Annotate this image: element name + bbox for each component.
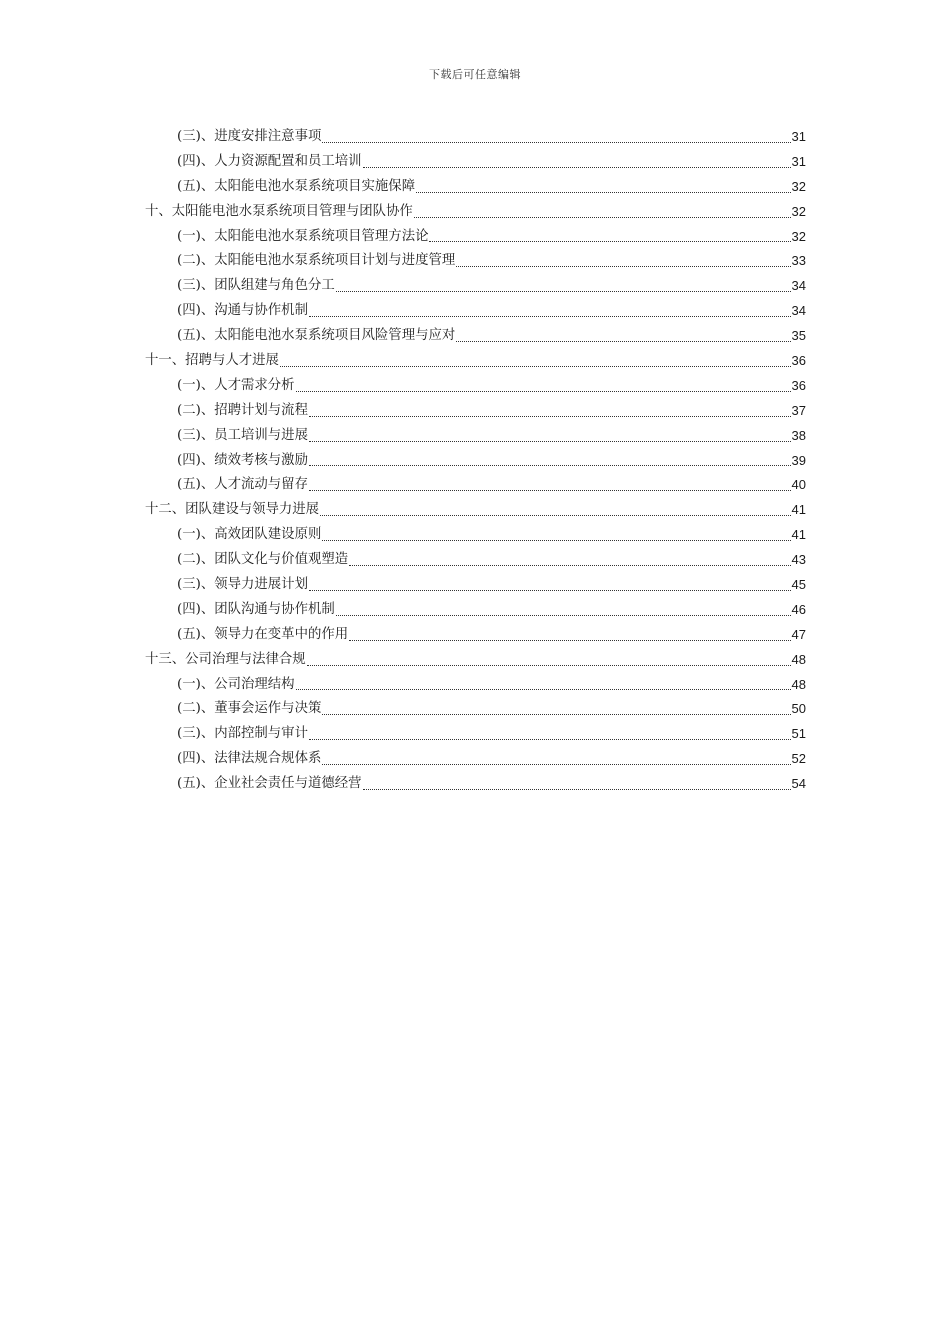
toc-dot-leader xyxy=(363,789,791,790)
toc-entry-title: (一)、公司治理结构 xyxy=(177,676,295,692)
toc-entry-title: (三)、员工培训与进展 xyxy=(177,427,308,443)
toc-page-number: 54 xyxy=(791,776,806,792)
toc-section-entry[interactable] xyxy=(145,548,806,573)
toc-dot-leader xyxy=(416,192,790,193)
page-header: 下载后可任意编辑 xyxy=(429,68,521,81)
table-of-contents xyxy=(145,125,806,797)
toc-dot-leader xyxy=(349,565,790,566)
toc-entry-title: (二)、团队文化与价值观塑造 xyxy=(177,552,349,568)
toc-entry-title: (一)、太阳能电池水泵系统项目管理方法论 xyxy=(177,228,429,244)
toc-page-number: 39 xyxy=(791,452,806,468)
toc-dot-leader xyxy=(429,241,790,242)
toc-dot-leader xyxy=(336,291,791,292)
toc-entry-title: (三)、进度安排注意事项 xyxy=(177,128,322,144)
toc-dot-leader xyxy=(320,515,790,516)
toc-page-number: 36 xyxy=(791,353,806,368)
toc-page-number: 35 xyxy=(791,328,806,344)
toc-entry-title: (四)、绩效考核与激励 xyxy=(177,452,308,468)
toc-entry-title: (二)、招聘计划与流程 xyxy=(177,402,308,418)
toc-chapter-entry[interactable] xyxy=(145,349,806,374)
toc-section-entry[interactable] xyxy=(145,573,806,598)
toc-entry-title: (三)、领导力进展计划 xyxy=(177,577,308,593)
toc-dot-leader xyxy=(309,590,791,591)
toc-section-entry[interactable] xyxy=(145,722,806,747)
toc-page-number: 32 xyxy=(791,178,806,194)
toc-page-number: 40 xyxy=(791,477,806,493)
toc-dot-leader xyxy=(309,316,791,317)
toc-dot-leader xyxy=(307,665,791,666)
toc-section-entry[interactable] xyxy=(145,175,806,200)
toc-section-entry[interactable] xyxy=(145,747,806,772)
toc-section-entry[interactable] xyxy=(145,399,806,424)
toc-page-number: 32 xyxy=(791,228,806,244)
toc-section-entry[interactable] xyxy=(145,225,806,250)
toc-page-number: 41 xyxy=(791,527,806,543)
toc-entry-title: (二)、太阳能电池水泵系统项目计划与进度管理 xyxy=(177,253,456,269)
toc-section-entry[interactable] xyxy=(145,150,806,175)
toc-dot-leader xyxy=(322,540,790,541)
toc-dot-leader xyxy=(309,416,791,417)
toc-dot-leader xyxy=(309,490,791,491)
toc-page-number: 32 xyxy=(791,203,806,219)
toc-section-entry[interactable] xyxy=(145,424,806,449)
toc-dot-leader xyxy=(309,441,791,442)
toc-entry-title: (五)、太阳能电池水泵系统项目风险管理与应对 xyxy=(177,328,456,344)
toc-entry-title: (五)、人才流动与留存 xyxy=(177,477,308,493)
toc-entry-title: 十三、公司治理与法律合规 xyxy=(145,651,306,667)
toc-section-entry[interactable] xyxy=(145,623,806,648)
toc-entry-title: 十、太阳能电池水泵系统项目管理与团队协作 xyxy=(145,203,413,219)
toc-dot-leader xyxy=(456,266,790,267)
toc-section-entry[interactable] xyxy=(145,772,806,797)
toc-section-entry[interactable] xyxy=(145,598,806,623)
toc-dot-leader xyxy=(363,167,791,168)
toc-entry-title: 十二、团队建设与领导力进展 xyxy=(145,502,320,518)
toc-section-entry[interactable] xyxy=(145,523,806,548)
toc-entry-title: (五)、企业社会责任与道德经营 xyxy=(177,776,362,792)
toc-section-entry[interactable] xyxy=(145,249,806,274)
toc-entry-title: (五)、领导力在变革中的作用 xyxy=(177,626,349,642)
toc-dot-leader xyxy=(296,689,791,690)
toc-entry-title: (一)、人才需求分析 xyxy=(177,377,295,393)
toc-dot-leader xyxy=(322,714,790,715)
toc-entry-title: (三)、团队组建与角色分工 xyxy=(177,278,335,294)
toc-entry-title: (四)、团队沟通与协作机制 xyxy=(177,601,335,617)
toc-page-number: 50 xyxy=(791,701,806,717)
toc-page-number: 51 xyxy=(791,726,806,742)
toc-page-number: 52 xyxy=(791,751,806,767)
toc-dot-leader xyxy=(349,640,790,641)
toc-page-number: 31 xyxy=(791,128,806,144)
toc-chapter-entry[interactable] xyxy=(145,648,806,673)
toc-entry-title: (一)、高效团队建设原则 xyxy=(177,527,322,543)
toc-page-number: 46 xyxy=(791,601,806,617)
toc-chapter-entry[interactable] xyxy=(145,200,806,225)
toc-dot-leader xyxy=(456,341,790,342)
toc-entry-title: (四)、沟通与协作机制 xyxy=(177,303,308,319)
toc-section-entry[interactable] xyxy=(145,473,806,498)
toc-page-number: 43 xyxy=(791,552,806,568)
toc-entry-title: (五)、太阳能电池水泵系统项目实施保障 xyxy=(177,178,416,194)
toc-section-entry[interactable] xyxy=(145,274,806,299)
toc-section-entry[interactable] xyxy=(145,449,806,474)
toc-section-entry[interactable] xyxy=(145,673,806,698)
toc-page-number: 31 xyxy=(791,153,806,169)
toc-dot-leader xyxy=(280,366,791,367)
toc-page-number: 37 xyxy=(791,402,806,418)
toc-page-number: 38 xyxy=(791,427,806,443)
toc-entry-title: (三)、内部控制与审计 xyxy=(177,726,308,742)
toc-dot-leader xyxy=(322,142,790,143)
toc-dot-leader xyxy=(296,391,791,392)
toc-dot-leader xyxy=(322,764,790,765)
toc-dot-leader xyxy=(309,465,791,466)
toc-page-number: 33 xyxy=(791,253,806,269)
toc-entry-title: (二)、董事会运作与决策 xyxy=(177,701,322,717)
toc-section-entry[interactable] xyxy=(145,125,806,150)
toc-entry-title: (四)、法律法规合规体系 xyxy=(177,751,322,767)
toc-section-entry[interactable] xyxy=(145,299,806,324)
toc-entry-title: (四)、人力资源配置和员工培训 xyxy=(177,153,362,169)
toc-page-number: 48 xyxy=(791,676,806,692)
toc-entry-title: 十一、招聘与人才进展 xyxy=(145,353,279,368)
toc-page-number: 34 xyxy=(791,278,806,294)
toc-section-entry[interactable] xyxy=(145,697,806,722)
toc-dot-leader xyxy=(336,615,791,616)
toc-page-number: 41 xyxy=(791,502,806,518)
toc-section-entry[interactable] xyxy=(145,324,806,349)
toc-page-number: 47 xyxy=(791,626,806,642)
toc-dot-leader xyxy=(309,739,791,740)
toc-page-number: 45 xyxy=(791,577,806,593)
toc-page-number: 34 xyxy=(791,303,806,319)
toc-dot-leader xyxy=(414,217,791,218)
toc-section-entry[interactable] xyxy=(145,374,806,399)
toc-page-number: 36 xyxy=(791,377,806,393)
toc-page-number: 48 xyxy=(791,651,806,667)
toc-chapter-entry[interactable] xyxy=(145,498,806,523)
